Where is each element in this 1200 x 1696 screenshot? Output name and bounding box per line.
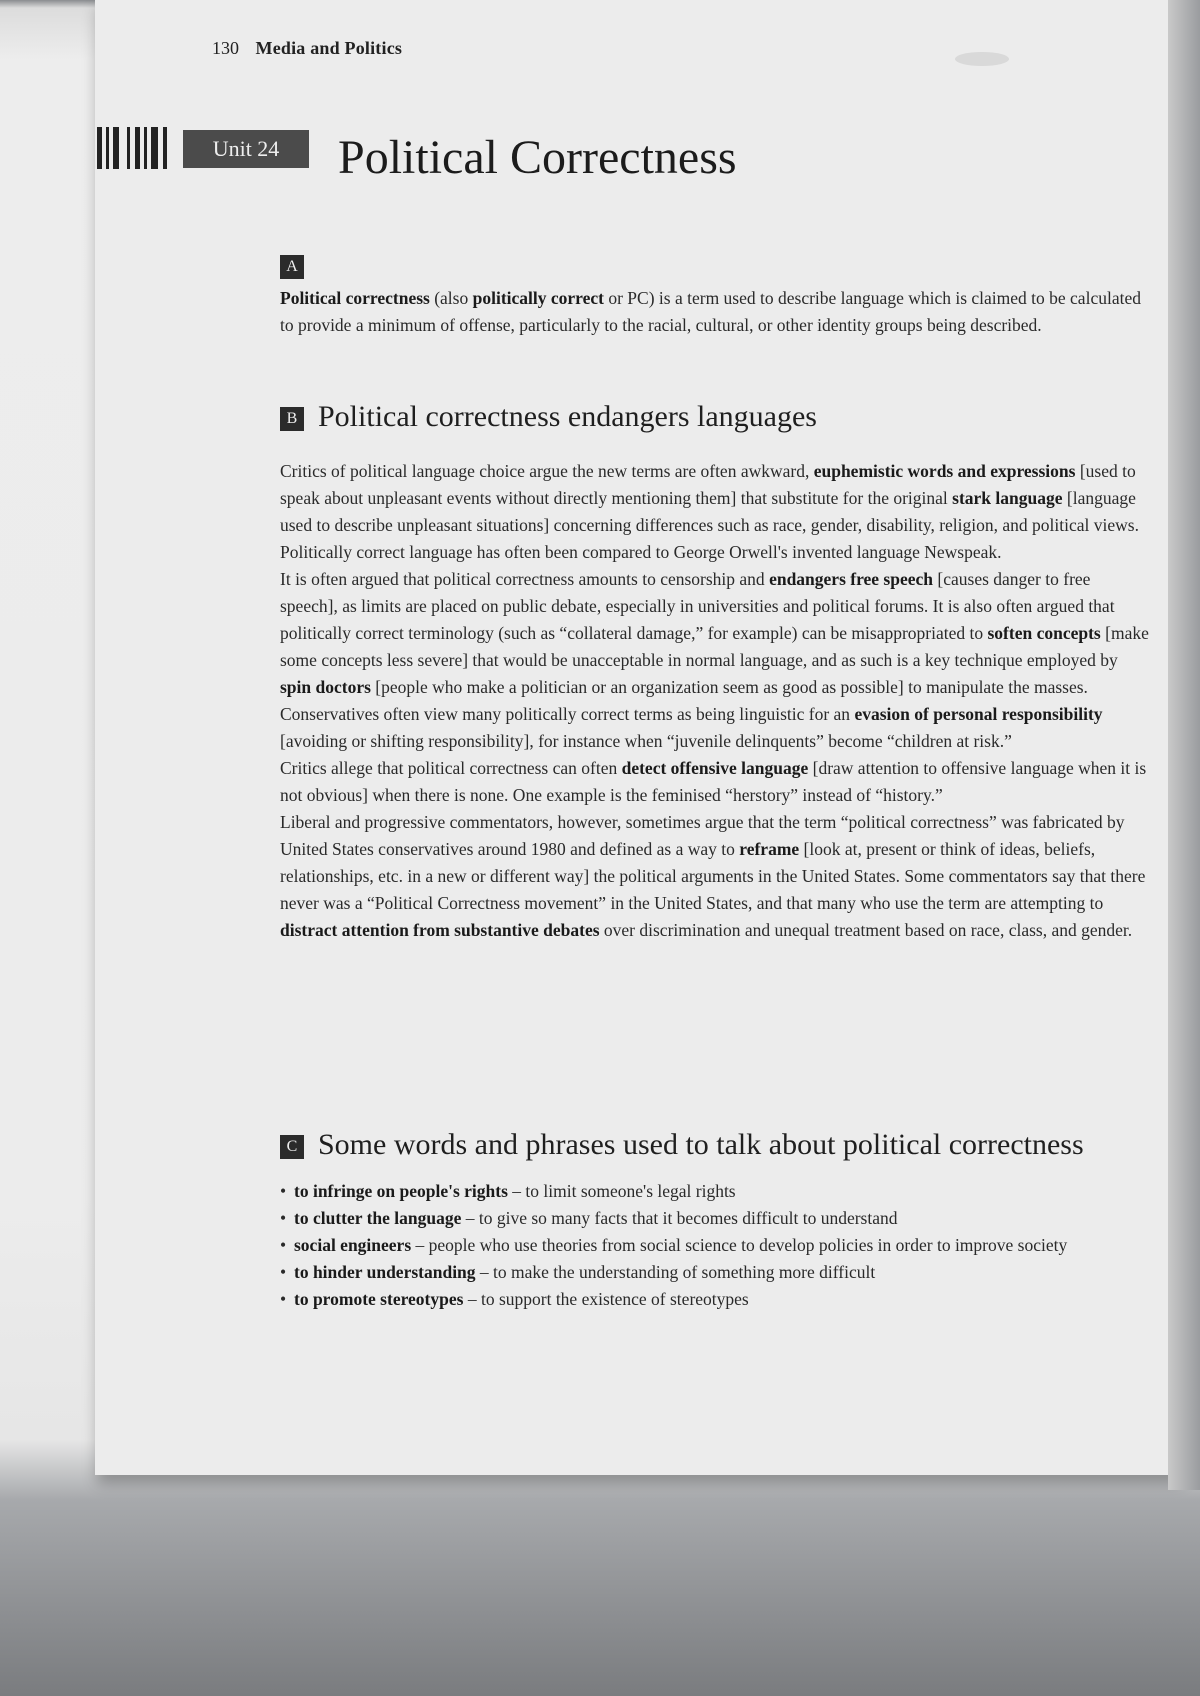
unit-title: Political Correctness: [338, 131, 737, 184]
section-c-label: C: [280, 1135, 304, 1159]
section-a: [280, 254, 1150, 339]
section-title: Media and Politics: [255, 38, 403, 58]
list-item: • to clutter the language – to give so many facts that it becomes difficult to understand: [280, 1205, 1150, 1232]
list-item: • to promote stereotypes – to support the existence of stereotypes: [280, 1286, 1150, 1313]
section-a-text: Political correctness (also politically correct or PC) is a term used to describe language which is claimed to be calculated to provide a minimum of offense, particularly to the racial, cultural, or other identity groups being described.: [280, 287, 1141, 335]
paragraph: It is often argued that political correctness amounts to censorship and endangers free speech [causes danger to free speech], as limits are placed on public debate, especially in universities and political forums. It is also often argued that politically correct terminology (such as “collateral damage,” for example) can be misappropriated to soften concepts [make some concepts less severe] that would be unacceptable in normal language, and as such is a key technique employed by spin doctors [people who make a politician or an organization seem as good as possible] to manipulate the masses.: [280, 569, 1149, 697]
running-header: [212, 38, 402, 59]
section-c: [280, 1128, 1150, 1313]
paragraph: Critics allege that political correctness can often detect offensive language [draw attention to offensive language when it is not obvious] when there is none. One example is the feminised “herstory” instead of “history.”: [280, 758, 1147, 805]
scan-smudge: [955, 52, 1009, 66]
page-number: 130: [212, 38, 239, 58]
section-b-label: B: [280, 407, 304, 431]
list-item: • to hinder understanding – to make the understanding of something more difficult: [280, 1259, 1150, 1286]
list-item: • social engineers – people who use theories from social science to develop policies in order to improve society: [280, 1232, 1150, 1259]
paragraph: Liberal and progressive commentators, however, sometimes argue that the term “political correctness” was fabricated by United States conservatives around 1980 and defined as a way to reframe [look at, present or think of ideas, beliefs, relationships, etc. in a new or different way] the political arguments in the United States. Some commentators say that there never was a “Political Correctness movement” in the United States, and that many who use the term are attempting to distract attention from substantive debates over discrimination and unequal treatment based on race, class, and gender.: [280, 812, 1146, 940]
section-a-label: A: [280, 255, 304, 279]
unit-badge: Unit 24: [183, 130, 309, 168]
section-b: [280, 400, 1150, 944]
paragraph: Critics of political language choice argue the new terms are often awkward, euphemistic words and expressions [used to speak about unpleasant events without directly mentioning them] that substitute for the original stark language [language used to describe unpleasant situations] concerning differences such as race, gender, disability, religion, and political views. Politically correct language has often been compared to George Orwell's invented language Newspeak.: [280, 461, 1139, 562]
unit-stripes-decoration: [97, 127, 175, 169]
phrase-list: [280, 1178, 1150, 1313]
section-b-heading: Political correctness endangers languages: [318, 400, 817, 433]
section-c-heading: Some words and phrases used to talk about political correctness: [318, 1128, 1084, 1161]
paragraph: Conservatives often view many politically correct terms as being linguistic for an evasion of personal responsibility [avoiding or shifting responsibility], for instance when “juvenile delinquents” become “children at risk.”: [280, 704, 1103, 751]
list-item: • to infringe on people's rights – to limit someone's legal rights: [280, 1178, 1150, 1205]
page-edge: [1168, 0, 1200, 1490]
